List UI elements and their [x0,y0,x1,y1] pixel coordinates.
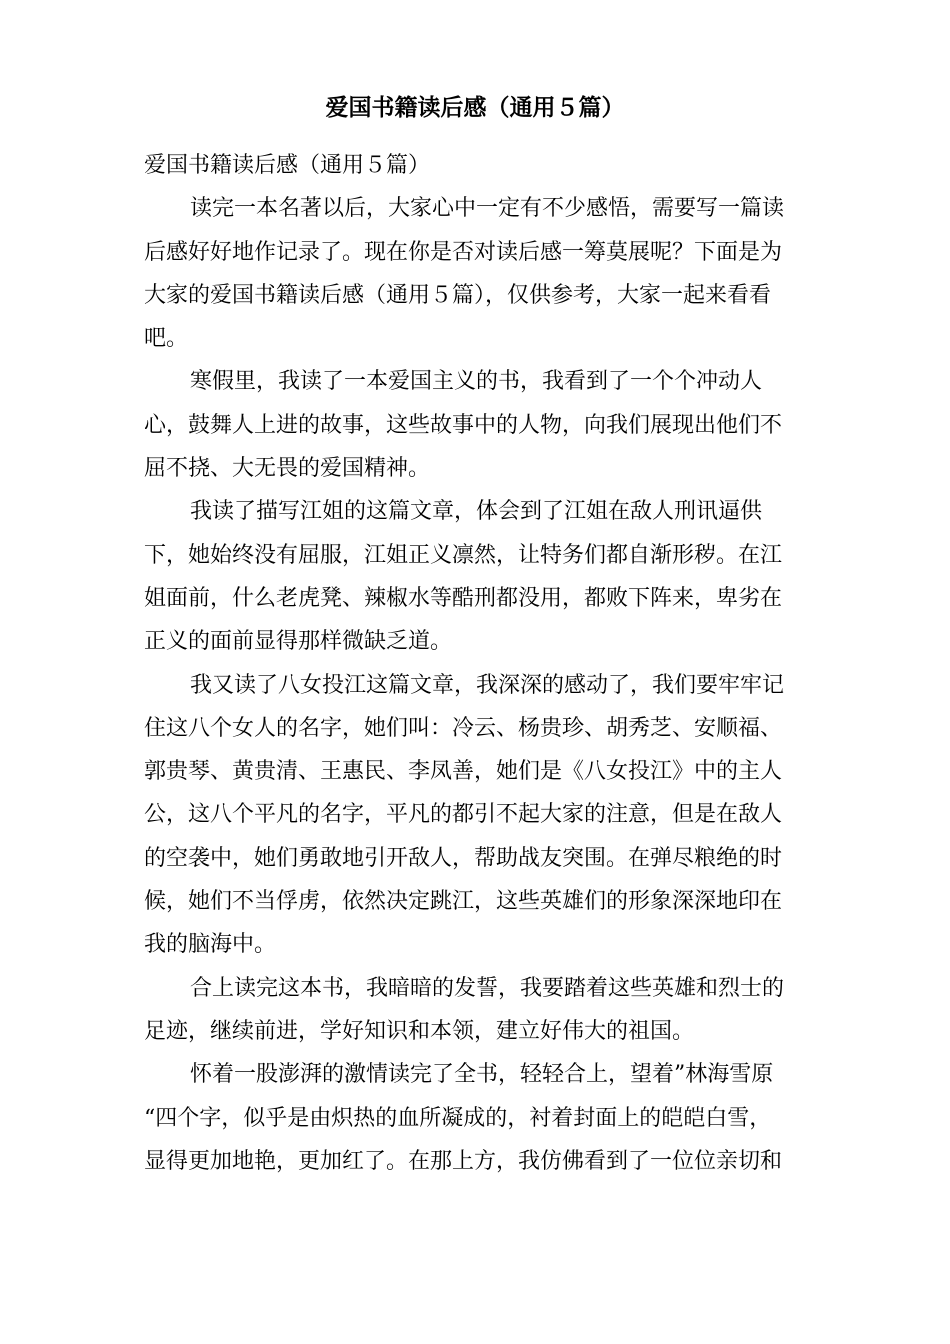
text-line: 公，这八个平凡的名字，平凡的都引不起大家的注意，但是在敌人 [144,802,783,828]
text-line: 心，鼓舞人上进的故事，这些故事中的人物，向我们展现出他们不 [144,412,783,438]
text-line: 我又读了八女投江这篇文章，我深深的感动了，我们要牢牢记 [190,672,785,698]
text-line: 大家的爱国书籍读后感（通用５篇），仅供参考，大家一起来看看 [144,282,772,308]
text-line: 吧。 [144,326,189,352]
text-line: 足迹，继续前进，学好知识和本领，建立好伟大的祖国。 [144,1018,695,1044]
text-line: 寒假里，我读了一本爱国主义的书，我看到了一个个冲动人 [190,369,763,395]
text-line: 姐面前，什么老虎凳、辣椒水等酷刑都没用，都败下阵来，卑劣在 [144,585,783,611]
text-line: 我读了描写江姐的这篇文章，体会到了江姐在敌人刑讯逼供 [190,499,763,525]
document-title: 爱国书籍读后感（通用５篇） [325,94,625,121]
text-line: 读完一本名著以后，大家心中一定有不少感悟，需要写一篇读 [190,196,785,222]
text-line: 候，她们不当俘虏，依然决定跳江，这些英雄们的形象深深地印在 [144,889,783,915]
text-line: 爱国书籍读后感（通用５篇） [144,153,431,178]
document-body [144,144,798,1183]
text-line: 郭贵琴、黄贵清、王惠民、李凤善，她们是《八女投江》中的主人 [144,759,783,785]
text-line: 显得更加地艳，更加红了。在那上方，我仿佛看到了一位位亲切和 [144,1148,783,1174]
text-line: 怀着一股澎湃的激情读完了全书，轻轻合上，望着”林海雪原 [190,1062,774,1088]
text-line: 后感好好地作记录了。现在你是否对读后感一筹莫展呢？下面是为 [144,239,783,265]
text-line: 下，她始终没有屈服，江姐正义凛然，让特务们都自渐形秽。在江 [144,542,783,568]
text-line: 正义的面前显得那样微缺乏道。 [144,629,453,655]
text-line: 的空袭中，她们勇敢地引开敌人，帮助战友突围。在弹尽粮绝的时 [144,845,783,871]
text-line: 住这八个女人的名字，她们叫：冷云、杨贵珍、胡秀芝、安顺福、 [144,715,783,741]
text-line: “四个字，似乎是由炽热的血所凝成的，衬着封面上的皑皑白雪， [144,1105,772,1131]
text-line: 我的脑海中。 [144,932,277,958]
text-line: 合上读完这本书，我暗暗的发誓，我要踏着这些英雄和烈士的 [190,975,785,1001]
text-line: 屈不挠、大无畏的爱国精神。 [144,456,431,482]
